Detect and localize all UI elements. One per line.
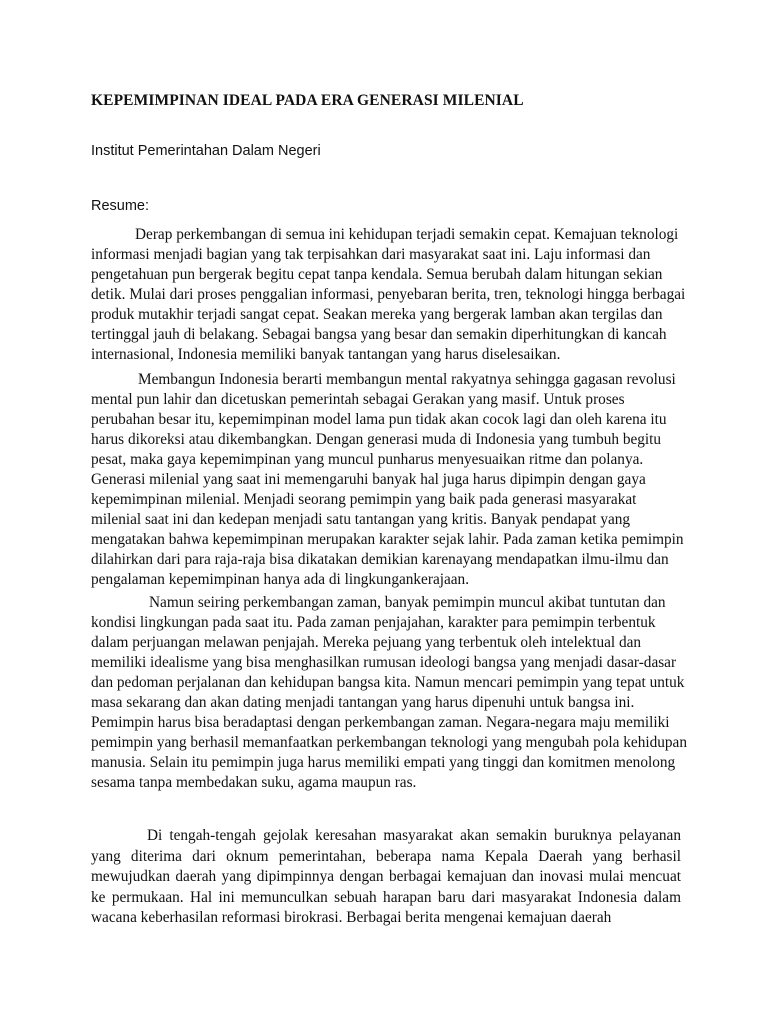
paragraph-line: Membangun Indonesia berarti membangun mental rakyatnya sehingga gagasan revolusi <box>138 371 676 388</box>
paragraph-line: dan pedoman perjalanan dan kehidupan bangsa kita. Namun mencari pemimpin yang tepat untuk <box>91 674 685 691</box>
paragraph-line: harus dikoreksi atau dikembangkan. Dengan generasi muda di Indonesia yang tumbuh begitu <box>91 431 662 448</box>
paragraph-line: Generasi milenial yang saat ini memengaruhi banyak hal juga harus dipimpin dengan gaya <box>91 471 646 488</box>
paragraph-line: internasional, Indonesia memiliki banyak tantangan yang harus diselesaikan. <box>91 346 561 363</box>
paragraph-line: pengetahuan pun bergerak begitu cepat tanpa kendala. Semua berubah dalam hitungan sekian <box>91 266 663 283</box>
paragraph-line: mengatakan bahwa kepemimpinan merupakan karakter sejak lahir. Pada zaman ketika pemimpin <box>91 531 684 548</box>
paragraph-line: masa sekarang dan akan dating menjadi tantangan yang harus dipenuhi untuk bangsa ini. <box>91 694 635 711</box>
paragraph-line: perubahan besar itu, kepemimpinan model lama pun tidak akan cocok lagi dan oleh karena itu <box>91 411 667 428</box>
paragraph-line: Pemimpin harus bisa beradaptasi dengan perkembangan zaman. Negara-negara maju memiliki <box>91 714 670 731</box>
paragraph-line: pengalaman kepemimpinan hanya ada di lingkungankerajaan. <box>91 571 470 588</box>
institute-name: Institut Pemerintahan Dalam Negeri <box>91 143 321 159</box>
paragraph-line: dilahirkan dari para raja-raja bisa dikatakan demikian karenayang mendapatkan ilmu-ilmu dan <box>91 551 669 568</box>
paragraph-line: milenial saat ini dan kedepan menjadi satu tantangan yang kritis. Banyak pendapat yang <box>91 511 631 528</box>
paragraph-line: produk mutakhir terjadi sangat cepat. Seakan mereka yang bergerak lamban akan tergilas dan <box>91 306 663 323</box>
paragraph-line: memiliki idealisme yang bisa menghasilkan rumusan ideologi bangsa yang menjadi dasar-dasar <box>91 654 677 671</box>
paragraph-line: mental pun lahir dan dicetuskan pemerintah sebagai Gerakan yang masif. Untuk proses <box>91 391 625 408</box>
paragraph-line: detik. Mulai dari proses penggalian informasi, penyebaran berita, tren, teknologi hingga berbagai <box>91 286 686 303</box>
paragraph-line: informasi menjadi bagian yang tak terpisahkan dari masyarakat saat ini. Laju informasi dan <box>91 246 651 263</box>
paragraph-line: Derap perkembangan di semua ini kehidupan terjadi semakin cepat. Kemajuan teknologi <box>135 226 679 243</box>
paragraph-line: pemimpin yang berhasil memanfaatkan perkembangan teknologi yang mengubah pola kehidupan <box>91 734 687 751</box>
paragraph-line: Namun seiring perkembangan zaman, banyak pemimpin muncul akibat tuntutan dan <box>149 594 666 611</box>
paragraph-line: manusia. Selain itu pemimpin juga harus memiliki empati yang tinggi dan komitmen menolong <box>91 754 676 771</box>
paragraph-4: Di tengah-tengah gejolak keresahan masyarakat akan semakin buruknya pelayanan yang diterima dari oknum pemerintahan, beberapa nama Kepala Daerah yang berhasil mewujudkan daerah yang dipimpinnya dengan berbagai kemajuan dan inovasi mulai mencuat ke permukaan. Hal ini memunculkan sebuah harapan baru dari masyarakat Indonesia dalam wacana keberhasilan reformasi birokrasi. Berbagai berita mengenai kemajuan daerah <box>91 827 681 926</box>
paragraph-line: pesat, maka gaya kepemimpinan yang muncul punharus menyesuaikan ritme dan polanya. <box>91 451 644 468</box>
resume-label: Resume: <box>91 198 150 214</box>
paragraph-line: sesama tanpa membedakan suku, agama maupun ras. <box>91 774 417 791</box>
paragraph-line: kondisi lingkungan pada saat itu. Pada zaman penjajahan, karakter para pemimpin terbentuk <box>91 614 656 631</box>
paragraph-line: tertinggal jauh di belakang. Sebagai bangsa yang besar dan semakin diperhitungkan di kancah <box>91 326 667 343</box>
paragraph-line: dalam perjuangan melawan penjajah. Mereka pejuang yang terbentuk oleh intelektual dan <box>91 634 642 651</box>
document-title: KEPEMIMPINAN IDEAL PADA ERA GENERASI MILENIAL <box>91 92 524 109</box>
paragraph-line: kepemimpinan milenial. Menjadi seorang pemimpin yang baik pada generasi masyarakat <box>91 491 637 508</box>
